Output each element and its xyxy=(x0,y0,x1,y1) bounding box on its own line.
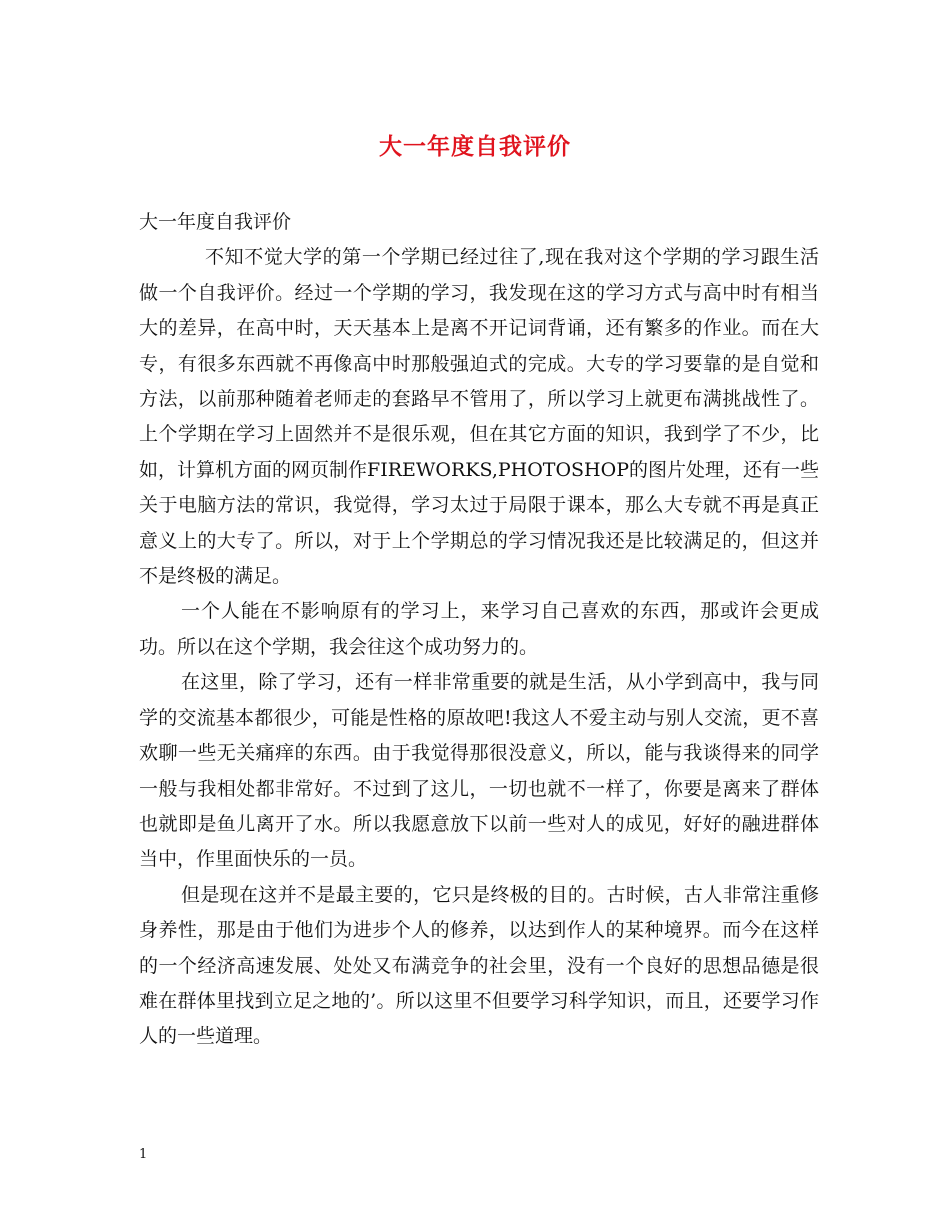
document-title: 大一年度自我评价 xyxy=(379,133,571,160)
paragraph-2: 一个人能在不影响原有的学习上，来学习自己喜欢的东西，那或许会更成功。所以在这个学期，我会往这个成功努力的。 xyxy=(139,600,819,658)
paragraph-1: 不知不觉大学的第一个学期已经过往了,现在我对这个学期的学习跟生活做一个自我评价。经过一个学期的学习，我发现在这的学习方式与高中时有相当大的差异，在高中时，天天基本上是离不开记词背诵，还有繁多的作业。而在大专，有很多东西就不再像高中时那般强迫式的完成。大专的学习要靠的是自觉和方法，以前那种随着老师走的套路早不管用了，所以学习上就更布满挑战性了。上个学期在学习上固然并不是很乐观，但在其它方面的知识，我到学了不少，比如，计算机方面的网页制作FIREWORKS,PHOTOSHOP的图片处理，还有一些关于电脑方法的常识，我觉得，学习太过于局限于课本，那么大专就不再是真正意义上的大专了。所以，对于上个学期总的学习情况我还是比较满足的，但这并不是终极的满足。 xyxy=(139,246,819,588)
page-number: 1 xyxy=(139,1147,148,1162)
paragraph-4: 但是现在这并不是最主要的，它只是终极的目的。古时候，古人非常注重修身养性，那是由于他们为进步个人的修养，以达到作人的某种境界。而今在这样的一个经济高速发展、处处又布满竞争的社会里，没有一个良好的思想品德是很难在群体里找到立足之地的’。所以这里不但要学习科学知识，而且，还要学习作人的一些道理。 xyxy=(139,883,819,1048)
document-body xyxy=(139,205,819,1055)
paragraph-3: 在这里，除了学习，还有一样非常重要的就是生活，从小学到高中，我与同学的交流基本都很少，可能是性格的原故吧!我这人不爱主动与别人交流，更不喜欢聊一些无关痛痒的东西。由于我觉得那很没意义，所以，能与我谈得来的同学一般与我相处都非常好。不过到了这儿，一切也就不一样了，你要是离来了群体也就即是鱼儿离开了水。所以我愿意放下以前一些对人的成见，好好的融进群体当中，作里面快乐的一员。 xyxy=(139,671,819,871)
document-subtitle: 大一年度自我评价 xyxy=(139,211,292,233)
